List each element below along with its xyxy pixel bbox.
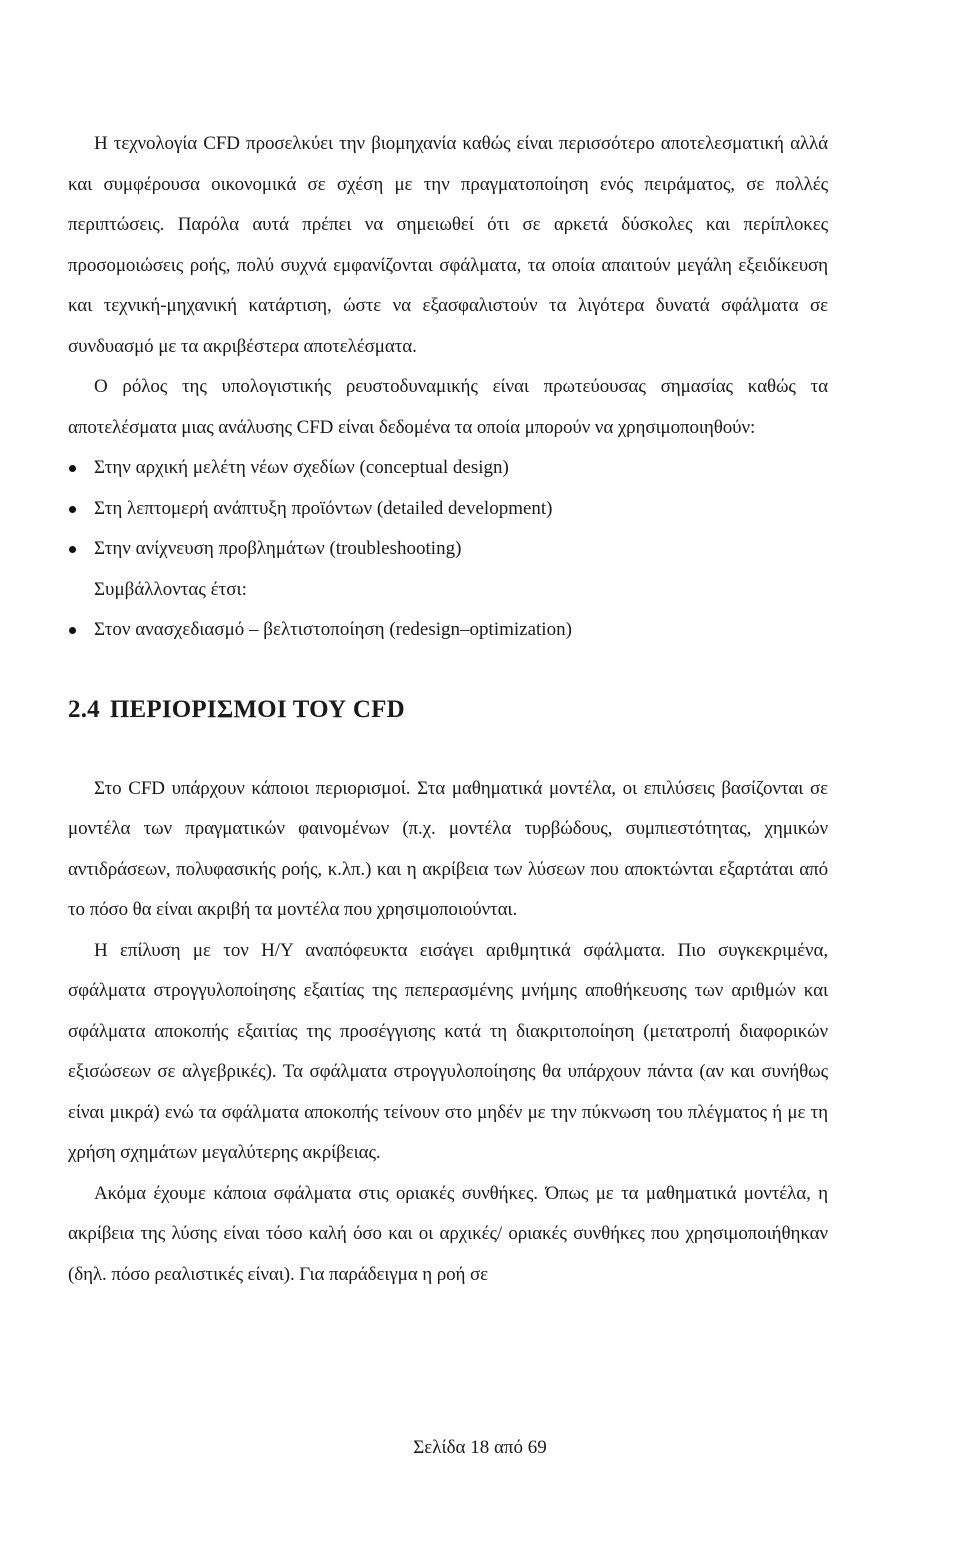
bullet-icon	[69, 506, 76, 513]
list-item	[68, 448, 828, 489]
section-title: ΠΕΡΙΟΡΙΣΜΟΙ ΤΟΥ CFD	[109, 695, 405, 723]
bullet-icon	[69, 465, 76, 472]
contribution-lead-in: Συμβάλλοντας έτσι:	[94, 578, 247, 600]
paragraph-cfd-role: Ο ρόλος της υπολογιστικής ρευστοδυναμικής είναι πρωτεύουσας σημασίας καθώς τα αποτελέσματα μιας ανάλυσης CFD είναι δεδομένα τα οποία μπορούν να χρησιμοποιηθούν:	[68, 376, 828, 438]
section-heading	[68, 693, 828, 727]
uses-list	[68, 448, 828, 570]
list-item-text: Στη λεπτομερή ανάπτυξη προϊόντων (detailed development)	[94, 497, 553, 519]
page-content	[68, 124, 828, 1295]
list-item	[68, 610, 828, 651]
bullet-icon	[69, 627, 76, 634]
paragraph-cfd-industry: Η τεχνολογία CFD προσελκύει την βιομηχανία καθώς είναι περισσότερο αποτελεσματική αλλά και συμφέρουσα οικονομικά σε σχέση με την πραγματοποίηση ενός πειράματος, σε πολλές περιπτώσεις. Παρόλα αυτά πρέπει να σημειωθεί ότι σε αρκετά δύσκολες και περίπλοκες προσομοιώσεις ροής, πολύ συχνά εμφανίζονται σφάλματα, τα οποία απαιτούν μεγάλη εξειδίκευση και τεχνική-μηχανική κατάρτιση, ώστε να εξασφαλιστούν τα λιγότερα δυνατά σφάλματα σε συνδυασμό με τα ακριβέστερα αποτελέσματα.	[68, 133, 828, 357]
paragraph-limitations: Στο CFD υπάρχουν κάποιοι περιορισμοί. Στα μαθηματικά μοντέλα, οι επιλύσεις βασίζονται σε μοντέλα των πραγματικών φαινομένων (π.χ. μοντέλα τυρβώδους, συμπιεστότητας, χημικών αντιδράσεων, πολυφασικής ροής, κ.λπ.) και η ακρίβεια των λύσεων που αποκτώνται εξαρτάται από το πόσο θα είναι ακριβή τα μοντέλα που χρησιμοποιούνται.	[68, 777, 828, 920]
list-item-text: Στην αρχική μελέτη νέων σχεδίων (conceptual design)	[94, 457, 509, 478]
list-item-text: Στην ανίχνευση προβλημάτων (troubleshooting)	[94, 538, 462, 559]
section-number: 2.4	[68, 695, 100, 723]
paragraph-numerical-errors: Η επίλυση με τον Η/Υ αναπόφευκτα εισάγει αριθμητικά σφάλματα. Πιο συγκεκριμένα, σφάλματα στρογγυλοποίησης εξαιτίας της πεπερασμένης μνήμης αποθήκευσης των αριθμών και σφάλματα αποκοπής εξαιτίας της προσέγγισης κατά τη διακριτοποίηση (μετατροπή διαφορικών εξισώσεων σε αλγεβρικές). Τα σφάλματα στρογγυλοποίησης θα υπάρχουν πάντα (αν και συνήθως είναι μικρά) ενώ τα σφάλματα αποκοπής τείνουν στο μηδέν με την πύκνωση του πλέγματος ή με τη χρήση σχημάτων μεγαλύτερης ακρίβειας.	[68, 939, 828, 1163]
list-item-text: Στον ανασχεδιασμό – βελτιστοποίηση (redesign–optimization)	[94, 619, 572, 640]
paragraph-boundary-conditions: Ακόμα έχουμε κάποια σφάλματα στις οριακές συνθήκες. Όπως με τα μαθηματικά μοντέλα, η ακρίβεια της λύσης είναι τόσο καλή όσο και οι αρχικές/ οριακές συνθήκες που χρησιμοποιήθηκαν (δηλ. πόσο ρεαλιστικές είναι). Για παράδειγμα η ροή σε	[68, 1182, 828, 1285]
page-number-label: Σελίδα 18 από 69	[413, 1437, 547, 1458]
list-item	[68, 489, 828, 530]
page-footer	[0, 1433, 960, 1463]
contribution-list	[68, 610, 828, 651]
list-item	[68, 529, 828, 570]
bullet-icon	[69, 546, 76, 553]
